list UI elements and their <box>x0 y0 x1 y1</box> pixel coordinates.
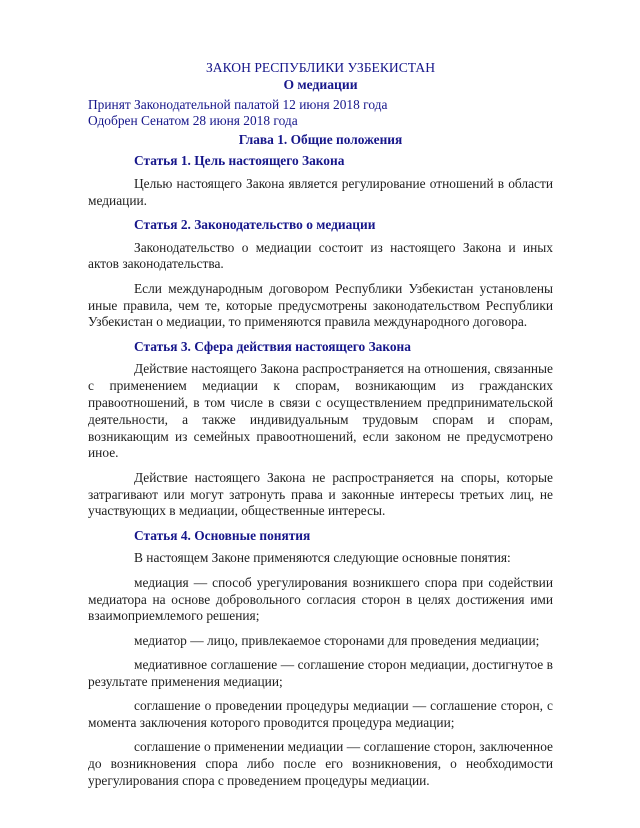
article-paragraph: Законодательство о медиации состоит из настоящего Закона и иных актов законодательства. <box>88 239 553 272</box>
article-paragraph: соглашение о применении медиации — соглашение сторон, заключенное до возникновения спора либо после его возникновения, о необходимости урегулирования спора с проведением процедуры медиации. <box>88 739 553 788</box>
law-title: ЗАКОН РЕСПУБЛИКИ УЗБЕКИСТАН <box>205 60 436 75</box>
article-heading: Статья 2. Законодательство о медиации <box>134 216 376 232</box>
article-3 <box>88 339 553 520</box>
article-paragraph: В настоящем Законе применяются следующие основные понятия: <box>134 550 511 566</box>
article-paragraph: соглашение о проведении процедуры медиации — соглашение сторон, с момента заключения которого проводится процедура медиации; <box>88 698 553 730</box>
adopted-line: Принят Законодательной палатой 12 июня 2018 года <box>88 96 388 112</box>
article-paragraph: Целью настоящего Закона является регулирование отношений в области медиации. <box>88 175 553 208</box>
law-subtitle: О медиации <box>283 76 358 92</box>
articles <box>88 153 553 790</box>
approved-line: Одобрен Сенатом 28 июня 2018 года <box>88 113 298 129</box>
article-heading: Статья 4. Основные понятия <box>134 527 311 543</box>
article-paragraph: Действие настоящего Закона не распространяется на споры, которые затрагивают или могут затронуть права и законные интересы третьих лиц, не участвующих в медиации, общественные интересы. <box>88 469 553 519</box>
article-paragraph: Действие настоящего Закона распространяется на отношения, связанные с применением медиации к спорам, возникающим из гражданских правоотношений, в том числе в связи с осуществлением предпринимательской деятельности, а также индивидуальным трудовым спорам и спорам, возникающим из семейных правоотношений, если законом не предусмотрено иное. <box>88 361 553 461</box>
article-paragraph: медиация — способ урегулирования возникшего спора при содействии медиатора на основе добровольного согласия сторон в целях достижения ими взаимоприемлемого решения; <box>88 574 553 624</box>
article-paragraph: медиативное соглашение — соглашение сторон медиации, достигнутое в результате применения медиации; <box>88 656 553 689</box>
article-paragraph: Если международным договором Республики Узбекистан установлены иные правила, чем те, которые предусмотрены законодательством Республики Узбекистан о медиации, то применяются правила международного договора. <box>88 280 553 330</box>
article-4 <box>88 528 553 790</box>
article-1 <box>88 153 553 209</box>
article-heading: Статья 3. Сфера действия настоящего Закона <box>134 338 411 354</box>
article-heading: Статья 1. Цель настоящего Закона <box>134 152 345 168</box>
article-paragraph: медиатор — лицо, привлекаемое сторонами для проведения медиации; <box>134 632 540 648</box>
chapter-heading: Глава 1. Общие положения <box>238 132 403 148</box>
article-2 <box>88 217 553 331</box>
